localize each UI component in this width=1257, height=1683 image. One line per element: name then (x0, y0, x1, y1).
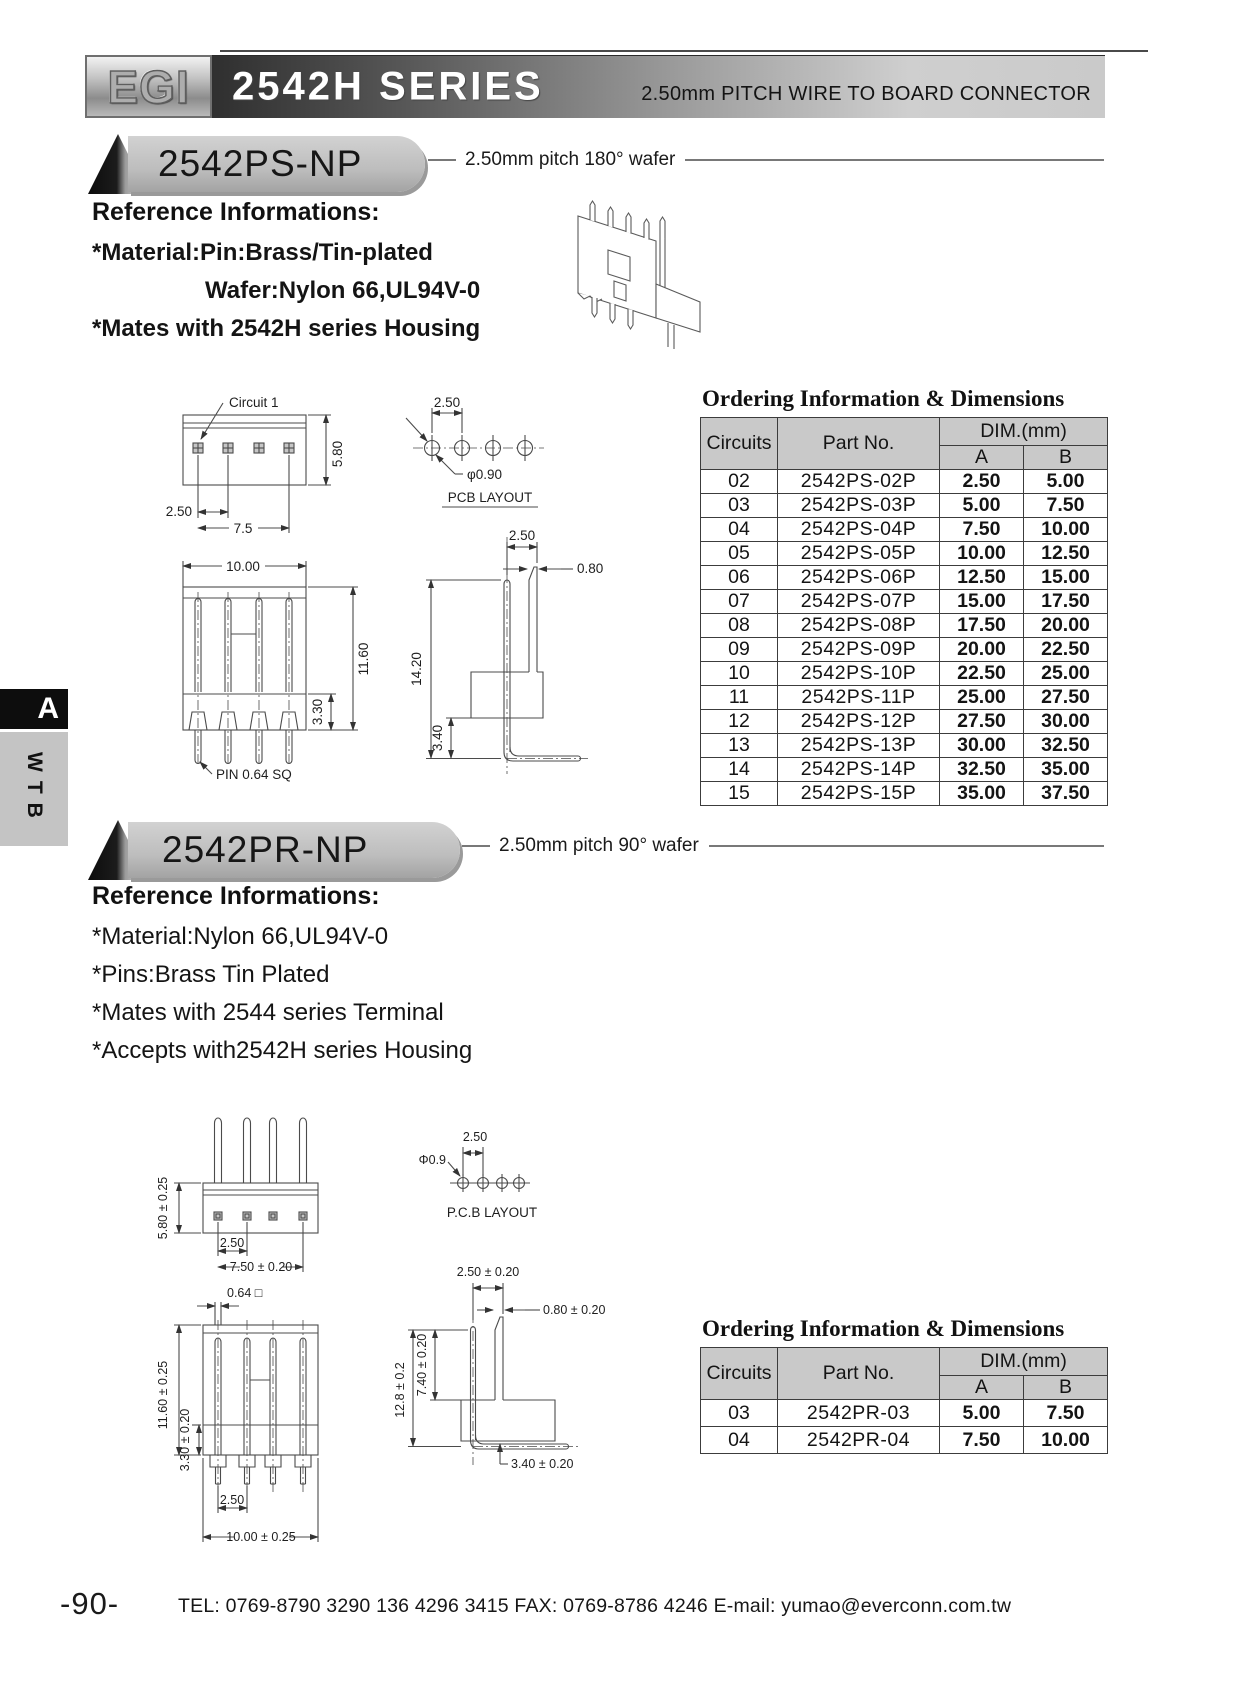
cell-dim-b: 7.50 (1024, 1400, 1108, 1427)
dim-top-height: 5.80 ± 0.25 (156, 1176, 170, 1240)
table-row (701, 566, 1108, 590)
cell-part-no: 2542PS-05P (778, 542, 940, 566)
col-part-no: Part No. (778, 1348, 940, 1400)
cell-circuits: 14 (701, 758, 778, 782)
table-row (701, 1400, 1108, 1427)
technical-drawing-pr (130, 1040, 695, 1585)
cell-circuits: 13 (701, 734, 778, 758)
dim-top-pitch: 2.50 (219, 1236, 245, 1250)
cell-dim-a: 32.50 (940, 758, 1024, 782)
dim-profile-wall: 0.80 (577, 561, 604, 576)
cell-circuits: 04 (701, 1427, 778, 1454)
tagline-pr (462, 835, 1104, 857)
col-circuits: Circuits (701, 418, 778, 470)
dim-front-pitch: 2.50 (165, 504, 192, 519)
front-view-pins (193, 443, 294, 453)
table-row (701, 1427, 1108, 1454)
tagline-rule (685, 159, 1104, 161)
col-dim: DIM.(mm) (940, 418, 1108, 446)
header-rule (220, 50, 1148, 52)
reference-heading-ps: Reference Informations: (92, 198, 380, 226)
sidebar-category-label: WTB (23, 751, 46, 827)
tagline-dash (462, 845, 490, 847)
ref-material-ps: *Material:Pin:Brass/Tin-plated (92, 239, 433, 266)
cell-dim-a: 20.00 (940, 638, 1024, 662)
cell-part-no: 2542PS-06P (778, 566, 940, 590)
col-b: B (1024, 1376, 1108, 1400)
cell-part-no: 2542PS-15P (778, 782, 940, 806)
dim-pcb-pitch-pr: 2.50 (462, 1130, 488, 1144)
cell-part-no: 2542PS-04P (778, 518, 940, 542)
col-b: B (1024, 446, 1108, 470)
company-logo-text: EGI (107, 60, 190, 113)
table-row (701, 686, 1108, 710)
dim-front-span: 7.5 (233, 521, 253, 536)
side-view-pins (195, 592, 292, 766)
cell-circuits: 04 (701, 518, 778, 542)
series-title: 2542H SERIES (232, 64, 544, 109)
cell-dim-b: 10.00 (1024, 1427, 1108, 1454)
ref-mates-ps: *Mates with 2542H series Housing (92, 315, 481, 342)
pin-callout: PIN 0.64 SQ (216, 767, 292, 782)
company-logo (85, 55, 212, 118)
cell-circuits: 06 (701, 566, 778, 590)
cell-circuits: 12 (701, 710, 778, 734)
front-view-pins-pr (215, 1320, 306, 1492)
header-subtitle: 2.50mm PITCH WIRE TO BOARD CONNECTOR (641, 83, 1091, 105)
dim-front-pitch-pr: 2.50 (219, 1493, 245, 1507)
technical-drawing-ps (130, 362, 695, 782)
sidebar-index-letter: A (37, 692, 59, 725)
cell-circuits: 08 (701, 614, 778, 638)
cell-dim-a: 17.50 (940, 614, 1024, 638)
table-row (701, 734, 1108, 758)
dim-top-span: 7.50 ± 0.20 (229, 1260, 293, 1274)
side-view-pin-tails (195, 730, 292, 764)
ordering-title-ps: Ordering Information & Dimensions (702, 386, 1065, 411)
tagline-dash (428, 159, 456, 161)
cell-circuits: 07 (701, 590, 778, 614)
dim-front-width-pr: 10.00 ± 0.25 (226, 1530, 296, 1544)
col-a: A (940, 1376, 1024, 1400)
cell-dim-b: 27.50 (1024, 686, 1108, 710)
dim-front-lower-pr: 3.30 ± 0.20 (178, 1408, 192, 1472)
part-name-ps: 2542PS-NP (158, 143, 363, 184)
reference-block-ps (92, 198, 480, 353)
cell-dim-b: 5.00 (1024, 470, 1108, 494)
cell-dim-a: 2.50 (940, 470, 1024, 494)
col-a: A (940, 446, 1024, 470)
cell-dim-b: 22.50 (1024, 638, 1108, 662)
page-number: -90- (60, 1586, 120, 1621)
ref-accepts-pr: *Accepts with2542H series Housing (92, 1037, 473, 1064)
cell-dim-b: 20.00 (1024, 614, 1108, 638)
cell-part-no: 2542PS-10P (778, 662, 940, 686)
product-isometric-drawing (548, 186, 718, 371)
dim-side-pitch-pr: 2.50 ± 0.20 (456, 1265, 520, 1279)
dim-front-height: 5.80 (330, 440, 345, 468)
ordering-table-pr (700, 1316, 1107, 1454)
cell-part-no: 2542PS-11P (778, 686, 940, 710)
cell-dim-b: 32.50 (1024, 734, 1108, 758)
ordering-title-pr: Ordering Information & Dimensions (702, 1316, 1065, 1341)
cell-dim-a: 22.50 (940, 662, 1024, 686)
dim-side-total: 11.60 (356, 642, 371, 676)
dim-front-total-pr: 11.60 ± 0.25 (156, 1360, 170, 1430)
cell-part-no: 2542PS-14P (778, 758, 940, 782)
cell-dim-a: 35.00 (940, 782, 1024, 806)
ref-wafer-ps: Wafer:Nylon 66,UL94V-0 (205, 277, 481, 304)
table-row (701, 470, 1108, 494)
cell-dim-a: 5.00 (940, 494, 1024, 518)
cell-part-no: 2542PS-08P (778, 614, 940, 638)
dim-side-lower: 3.30 (310, 698, 325, 726)
cell-circuits: 15 (701, 782, 778, 806)
cell-dim-b: 25.00 (1024, 662, 1108, 686)
ref-material-pr: *Material:Nylon 66,UL94V-0 (92, 923, 389, 950)
ref-pins-pr: *Pins:Brass Tin Plated (92, 961, 330, 988)
col-dim: DIM.(mm) (940, 1348, 1108, 1376)
table-row (701, 662, 1108, 686)
sidebar-category-tab (0, 732, 68, 846)
cell-circuits: 11 (701, 686, 778, 710)
top-view-pins (215, 1118, 307, 1183)
dim-pcb-hole: φ0.90 (467, 467, 503, 482)
col-circuits: Circuits (701, 1348, 778, 1400)
ref-mates-pr: *Mates with 2544 series Terminal (92, 999, 444, 1026)
dim-pcb-pitch: 2.50 (433, 395, 461, 410)
table-row (701, 782, 1108, 806)
cell-dim-b: 10.00 (1024, 518, 1108, 542)
table-row (701, 542, 1108, 566)
cell-part-no: 2542PS-13P (778, 734, 940, 758)
dim-side-tail-pr: 3.40 ± 0.20 (511, 1457, 574, 1471)
tagline-text-pr: 2.50mm pitch 90° wafer (499, 835, 699, 856)
cell-circuits: 03 (701, 1400, 778, 1427)
pcb-layout-caption-pr: P.C.B LAYOUT (446, 1205, 538, 1220)
cell-circuits: 09 (701, 638, 778, 662)
cell-dim-a: 25.00 (940, 686, 1024, 710)
header-band (212, 55, 1105, 118)
table-row (701, 638, 1108, 662)
front-view-pin-tails-pr (216, 1467, 306, 1484)
part-name-badge-pr (128, 822, 460, 878)
table-row (701, 590, 1108, 614)
table-row (701, 758, 1108, 782)
cell-dim-b: 35.00 (1024, 758, 1108, 782)
table-row (701, 710, 1108, 734)
tagline-text-ps: 2.50mm pitch 180° wafer (465, 149, 676, 170)
cell-dim-a: 7.50 (940, 1427, 1024, 1454)
cell-circuits: 10 (701, 662, 778, 686)
table-row (701, 614, 1108, 638)
cell-dim-a: 5.00 (940, 1400, 1024, 1427)
cell-dim-a: 7.50 (940, 518, 1024, 542)
pcb-layout-caption: PCB LAYOUT (447, 490, 533, 505)
cell-part-no: 2542PR-03 (778, 1400, 940, 1427)
cell-circuits: 05 (701, 542, 778, 566)
cell-dim-b: 37.50 (1024, 782, 1108, 806)
cell-dim-b: 15.00 (1024, 566, 1108, 590)
cell-part-no: 2542PS-02P (778, 470, 940, 494)
cell-dim-a: 27.50 (940, 710, 1024, 734)
cell-part-no: 2542PR-04 (778, 1427, 940, 1454)
dim-side-upper-pr: 7.40 ± 0.20 (415, 1333, 429, 1397)
cell-dim-a: 30.00 (940, 734, 1024, 758)
dim-side-total-pr: 12.8 ± 0.2 (393, 1362, 407, 1418)
col-part-no: Part No. (778, 418, 940, 470)
cell-part-no: 2542PS-03P (778, 494, 940, 518)
cell-dim-a: 10.00 (940, 542, 1024, 566)
ordering-table-ps (700, 386, 1107, 806)
tagline-ps (428, 149, 1104, 171)
cell-part-no: 2542PS-09P (778, 638, 940, 662)
table-row (701, 494, 1108, 518)
table-row (701, 518, 1108, 542)
part-name-pr: 2542PR-NP (162, 829, 369, 870)
cell-part-no: 2542PS-07P (778, 590, 940, 614)
dim-side-wall-pr: 0.80 ± 0.20 (543, 1303, 606, 1317)
dim-pcb-hole-pr: Φ0.9 (418, 1153, 446, 1167)
cell-dim-b: 17.50 (1024, 590, 1108, 614)
reference-heading-pr: Reference Informations: (92, 882, 380, 910)
cell-dim-a: 15.00 (940, 590, 1024, 614)
part-name-badge-ps (128, 136, 425, 192)
footer-contact: TEL: 0769-8790 3290 136 4296 3415 FAX: 0769-8786 4246 E-mail: yumao@everconn.com.tw (178, 1595, 1012, 1617)
cell-dim-b: 12.50 (1024, 542, 1108, 566)
cell-dim-b: 30.00 (1024, 710, 1108, 734)
top-view-contacts (214, 1212, 307, 1220)
cell-dim-a: 12.50 (940, 566, 1024, 590)
cell-circuits: 03 (701, 494, 778, 518)
cell-circuits: 02 (701, 470, 778, 494)
cell-dim-b: 7.50 (1024, 494, 1108, 518)
dim-pin-square: 0.64 □ (227, 1286, 263, 1300)
dim-profile-total: 14.20 (409, 652, 424, 686)
dim-profile-pitch: 2.50 (508, 528, 536, 543)
cell-part-no: 2542PS-12P (778, 710, 940, 734)
circuit1-callout: Circuit 1 (229, 395, 279, 410)
sidebar-index-tab (0, 689, 68, 729)
dim-side-width: 10.00 (226, 559, 260, 574)
tagline-rule (709, 845, 1104, 847)
dim-profile-tail: 3.40 (430, 724, 445, 752)
